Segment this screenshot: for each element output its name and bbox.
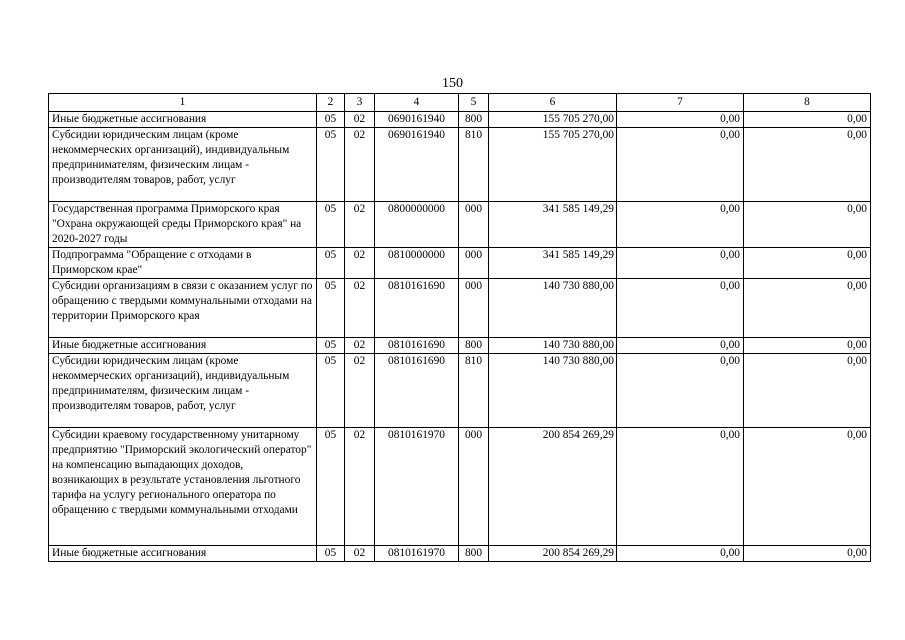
table-row [49,112,871,128]
amount-col-8: 0,00 [744,546,871,562]
row-name: Иные бюджетные ассигнования [49,338,317,354]
amount-col-7: 0,00 [617,428,744,546]
section-code: 05 [317,128,345,202]
target-article-code: 0810161970 [375,546,459,562]
section-code: 05 [317,546,345,562]
amount-col-6: 155 705 270,00 [489,128,617,202]
amount-col-6: 140 730 880,00 [489,279,617,338]
target-article-code: 0810161690 [375,338,459,354]
row-name: Субсидии краевому государственному унитарному предприятию "Приморский экологический оператор" на компенсацию выпадающих доходов, возникающих в результате установления льготного тарифа на услугу регионального оператора по обращению с твердыми коммунальными отходами [49,428,317,546]
header-col-4: 4 [375,94,459,112]
amount-col-6: 200 854 269,29 [489,428,617,546]
amount-col-7: 0,00 [617,248,744,279]
subsection-code: 02 [345,128,375,202]
subsection-code: 02 [345,112,375,128]
amount-col-6: 341 585 149,29 [489,202,617,248]
table-header [49,94,871,112]
expense-type-code: 000 [459,248,489,279]
row-name: Иные бюджетные ассигнования [49,112,317,128]
budget-table [48,93,871,562]
target-article-code: 0810161690 [375,279,459,338]
header-col-8: 8 [744,94,871,112]
expense-type-code: 000 [459,279,489,338]
amount-col-7: 0,00 [617,546,744,562]
amount-col-6: 140 730 880,00 [489,338,617,354]
subsection-code: 02 [345,248,375,279]
amount-col-7: 0,00 [617,279,744,338]
subsection-code: 02 [345,546,375,562]
subsection-code: 02 [345,338,375,354]
table-row [49,248,871,279]
row-name: Подпрограмма "Обращение с отходами в Приморском крае" [49,248,317,279]
amount-col-8: 0,00 [744,202,871,248]
table-row [49,546,871,562]
amount-col-7: 0,00 [617,338,744,354]
amount-col-8: 0,00 [744,428,871,546]
table-row [49,279,871,338]
amount-col-6: 140 730 880,00 [489,354,617,428]
amount-col-7: 0,00 [617,112,744,128]
header-col-3: 3 [345,94,375,112]
target-article-code: 0800000000 [375,202,459,248]
subsection-code: 02 [345,279,375,338]
target-article-code: 0810000000 [375,248,459,279]
target-article-code: 0690161940 [375,112,459,128]
table-row [49,338,871,354]
section-code: 05 [317,248,345,279]
section-code: 05 [317,338,345,354]
amount-col-8: 0,00 [744,128,871,202]
header-row [49,94,871,112]
header-col-6: 6 [489,94,617,112]
expense-type-code: 000 [459,202,489,248]
amount-col-7: 0,00 [617,354,744,428]
target-article-code: 0690161940 [375,128,459,202]
page-number: 150 [442,76,463,91]
amount-col-8: 0,00 [744,279,871,338]
expense-type-code: 800 [459,112,489,128]
target-article-code: 0810161690 [375,354,459,428]
target-article-code: 0810161970 [375,428,459,546]
subsection-code: 02 [345,202,375,248]
section-code: 05 [317,428,345,546]
expense-type-code: 810 [459,128,489,202]
section-code: 05 [317,112,345,128]
row-name: Субсидии юридическим лицам (кроме некоммерческих организаций), индивидуальным предпринимателям, физическим лицам - производителям товаров, работ, услуг [49,354,317,428]
row-name: Субсидии организациям в связи с оказанием услуг по обращению с твердыми коммунальными отходами на территории Приморского края [49,279,317,338]
expense-type-code: 800 [459,338,489,354]
subsection-code: 02 [345,428,375,546]
expense-type-code: 800 [459,546,489,562]
row-name: Субсидии юридическим лицам (кроме некоммерческих организаций), индивидуальным предпринимателям, физическим лицам - производителям товаров, работ, услуг [49,128,317,202]
amount-col-8: 0,00 [744,338,871,354]
table-row [49,128,871,202]
amount-col-6: 200 854 269,29 [489,546,617,562]
table-row [49,202,871,248]
subsection-code: 02 [345,354,375,428]
header-col-7: 7 [617,94,744,112]
expense-type-code: 810 [459,354,489,428]
header-col-5: 5 [459,94,489,112]
amount-col-6: 341 585 149,29 [489,248,617,279]
amount-col-8: 0,00 [744,112,871,128]
amount-col-8: 0,00 [744,354,871,428]
amount-col-7: 0,00 [617,202,744,248]
table-row [49,428,871,546]
amount-col-6: 155 705 270,00 [489,112,617,128]
header-col-2: 2 [317,94,345,112]
section-code: 05 [317,202,345,248]
row-name: Государственная программа Приморского края "Охрана окружающей среды Приморского края" на 2020-2027 годы [49,202,317,248]
table-body [49,112,871,562]
row-name: Иные бюджетные ассигнования [49,546,317,562]
header-col-1: 1 [49,94,317,112]
expense-type-code: 000 [459,428,489,546]
section-code: 05 [317,354,345,428]
amount-col-7: 0,00 [617,128,744,202]
table-row [49,354,871,428]
amount-col-8: 0,00 [744,248,871,279]
section-code: 05 [317,279,345,338]
